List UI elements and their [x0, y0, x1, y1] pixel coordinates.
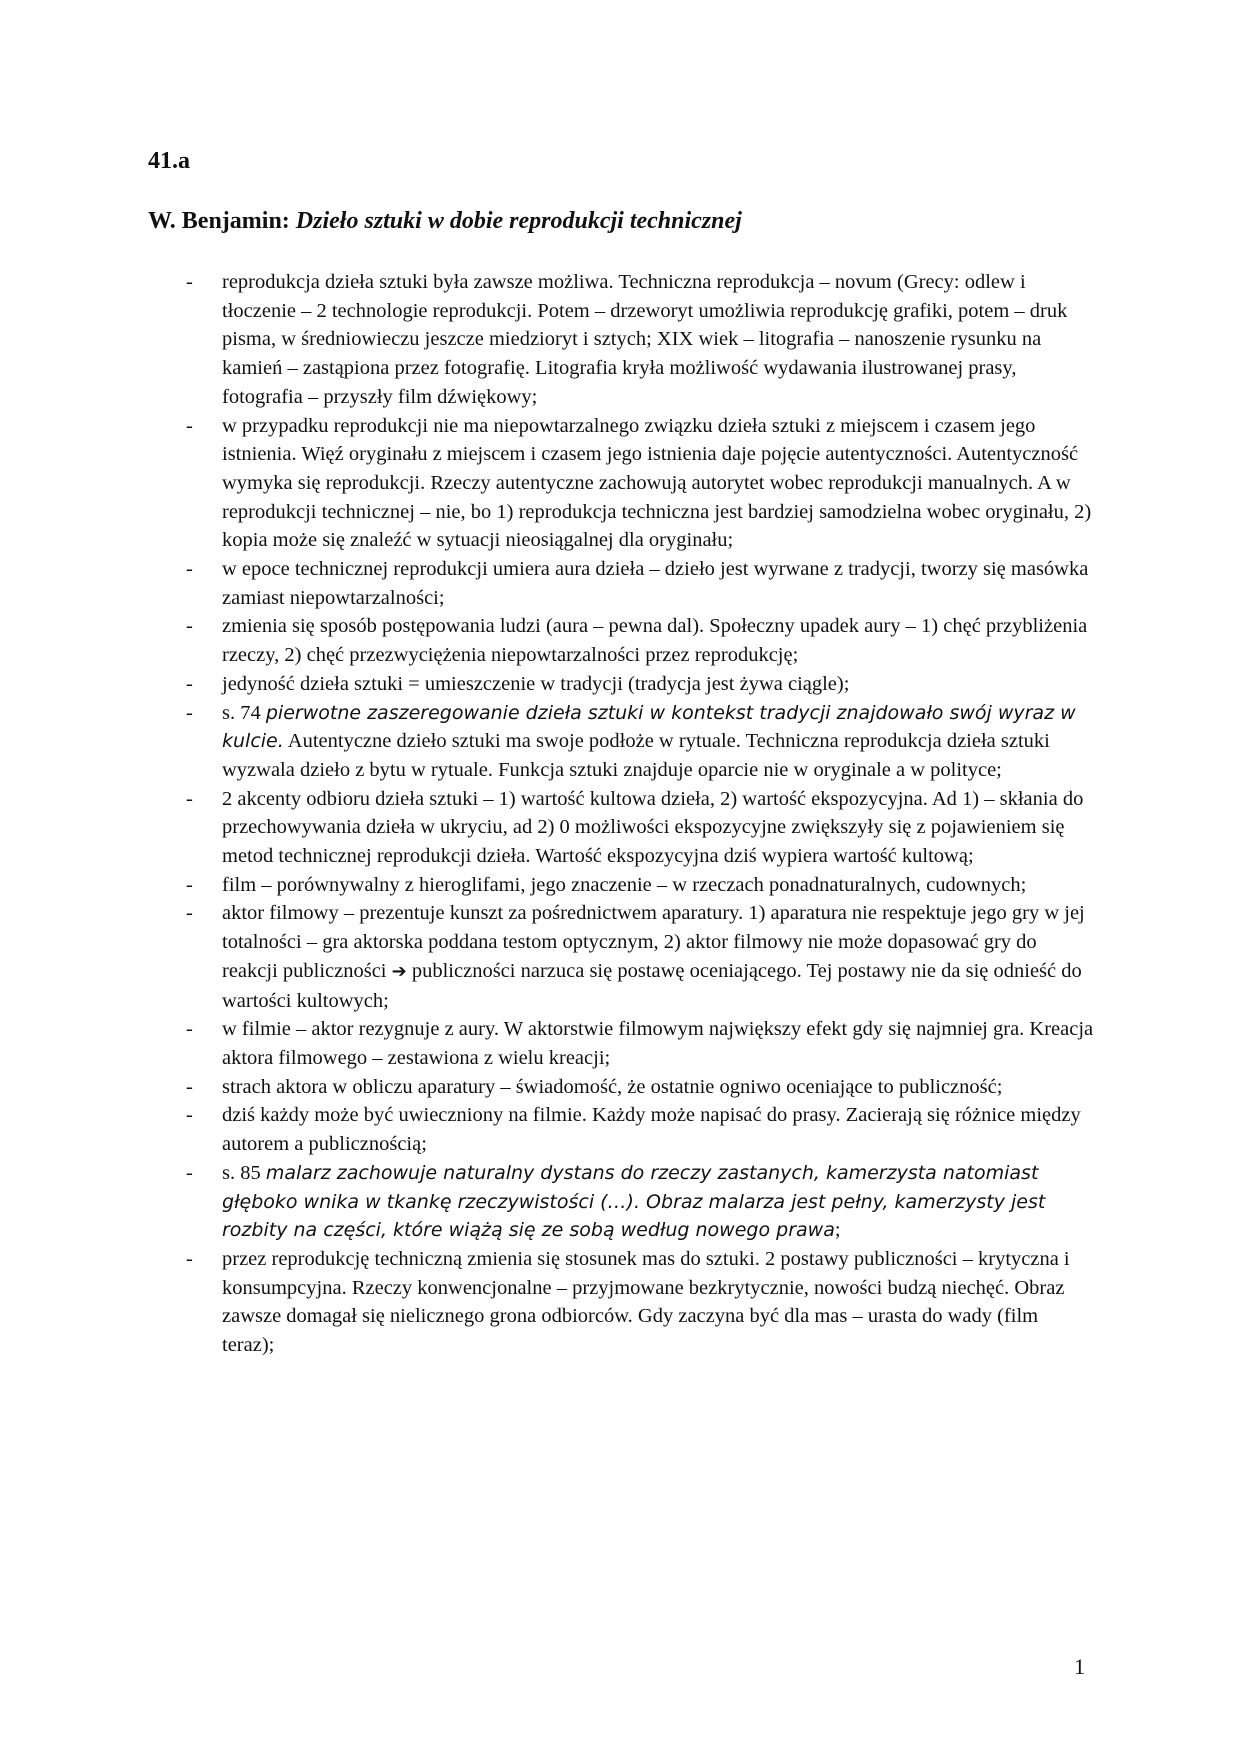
list-item: [186, 785, 1094, 871]
page-reference: s. 85: [222, 1161, 266, 1184]
quotation: pierwotne zaszeregowanie dzieła sztuki w kontekst tradycji znajdowało swój wyraz w kulcie.: [222, 701, 1076, 753]
list-item: [186, 1015, 1094, 1072]
note-text: w filmie – aktor rezygnuje z aury. W aktorstwie filmowym największy efekt gdy się najmniej gra. Kreacja aktora filmowego – zestawiona z wielu kreacji;: [222, 1018, 1094, 1069]
note-text: film – porównywalny z hieroglifami, jego znaczenie – w rzeczach ponadnaturalnych, cudownych;: [222, 873, 1027, 896]
page-reference: s. 74: [222, 701, 266, 724]
list-item: [186, 555, 1094, 612]
list-item: [186, 699, 1094, 785]
note-text: Autentyczne dzieło sztuki ma swoje podłoże w rytuale. Techniczna reprodukcja dzieła sztuki wyzwala dzieło z bytu w rytuale. Funkcja sztuki znajduje oparcie nie w oryginale a w polityce;: [222, 730, 1050, 781]
note-text: jedyność dzieła sztuki = umieszczenie w tradycji (tradycja jest żywa ciągle);: [222, 672, 850, 695]
list-item: [186, 268, 1094, 412]
notes-list: [186, 268, 1094, 1360]
note-text: w epoce technicznej reprodukcji umiera aura dzieła – dzieło jest wyrwane z tradycji, tworzy się masówka zamiast niepowtarzalności;: [222, 558, 1089, 609]
page-number: 1: [1074, 1654, 1085, 1679]
section-number: 41.a: [148, 148, 190, 174]
note-text: w przypadku reprodukcji nie ma niepowtarzalnego związku dzieła sztuki z miejscem i czasem jego istnienia. Więź oryginału z miejscem i czasem jego istnienia daje pojęcie autentyczności. Autentyczność wymyka się reprodukcji. Rzeczy autentyczne zachowują autorytet wobec reprodukcji manualnych. A w reprodukcji technicznej – nie, bo 1) reprodukcja techniczna jest bardziej samodzielna wobec oryginału, 2) kopia może się znaleźć w sytuacji nieosiągalnej dla oryginału;: [222, 414, 1092, 552]
note-text: strach aktora w obliczu aparatury – świadomość, że ostatnie ogniwo oceniające to publiczność;: [222, 1075, 1003, 1098]
list-item: [186, 1159, 1094, 1245]
list-item: [186, 612, 1094, 669]
note-text: przez reprodukcję techniczną zmienia się stosunek mas do sztuki. 2 postawy publiczności – krytyczna i konsumpcyjna. Rzeczy konwencjonalne – przyjmowane bezkrytycznie, nowości budzą niechęć. Obraz zawsze domagał się nielicznego grona odbiorców. Gdy zaczyna być dla mas – urasta do wady (film teraz);: [222, 1247, 1070, 1357]
work-title: Dzieło sztuki w dobie reprodukcji technicznej: [295, 208, 742, 234]
author-name: W. Benjamin:: [148, 208, 296, 234]
note-text: aktor filmowy – prezentuje kunszt za pośrednictwem aparatury. 1) aparatura nie respektuje jego gry w jej totalności – gra aktorska poddana testom optycznym, 2) aktor filmowy nie może dopasować gry do reakcji publiczności: [222, 902, 1085, 982]
list-item: [186, 899, 1094, 1015]
list-item: [186, 1101, 1094, 1158]
list-item: [186, 871, 1094, 900]
note-text: reprodukcja dzieła sztuki była zawsze możliwa. Techniczna reprodukcja – novum (Grecy: odlew i tłoczenie – 2 technologie reprodukcji. Potem – drzeworyt umożliwia reprodukcję grafiki, potem – druk pisma, w średniowieczu jeszcze miedzioryt i sztych; XIX wiek – litografia – nanoszenie rysunku na kamień – zastąpiona przez fotografię. Litografia kryła możliwość wydawania ilustrowanej prasy, fotografia – przyszły film dźwiękowy;: [222, 271, 1068, 408]
list-item: [186, 1245, 1094, 1360]
list-item: [186, 670, 1094, 699]
list-item: [186, 412, 1094, 556]
list-item: [186, 1073, 1094, 1102]
document-title: [148, 208, 742, 235]
note-text: zmienia się sposób postępowania ludzi (aura – pewna dal). Społeczny upadek aury – 1) chęć przybliżenia rzeczy, 2) chęć przezwyciężenia niepowtarzalności przez reprodukcję;: [222, 615, 1088, 667]
note-text: 2 akcenty odbioru dzieła sztuki – 1) wartość kultowa dzieła, 2) wartość ekspozycyjna. Ad 1) – skłania do przechowywania dzieła w ukryciu, ad 2) 0 możliwości ekspozycyjne zwiększyły się z pojawieniem się metod technicznej reprodukcji dzieła. Wartość ekspozycyjna dziś wypiera wartość kultową;: [222, 787, 1084, 868]
quotation: malarz zachowuje naturalny dystans do rzeczy zastanych, kamerzysta natomiast głęboko wnika w tkankę rzeczywistości (…). Obraz malarza jest pełny, kamerzysty jest rozbity na części, które wiążą się ze sobą według nowego prawa: [222, 1161, 1046, 1242]
arrow-right-icon: ➔: [391, 960, 407, 982]
note-text: ;: [834, 1219, 841, 1242]
note-text-continued: publiczności narzuca się postawę oceniającego. Tej postawy nie da się odnieść do wartości kultowych;: [222, 959, 1082, 1012]
note-text: dziś każdy może być uwieczniony na filmie. Każdy może napisać do prasy. Zacierają się różnice między autorem a publicznością;: [222, 1104, 1081, 1156]
